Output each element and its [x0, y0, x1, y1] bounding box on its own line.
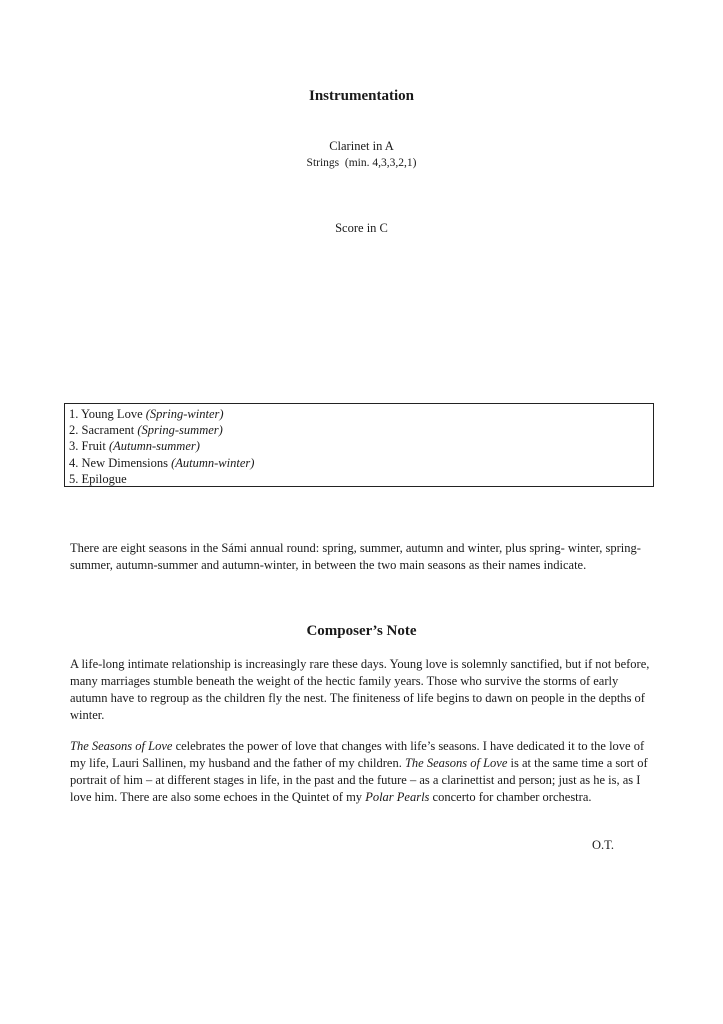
seasons-paragraph: There are eight seasons in the Sámi annual round: spring, summer, autumn and winter, plus spring- winter, spring-summer, autumn-summer and autumn-winter, in between the two main seasons as their names indicate. [70, 541, 641, 572]
composers-note-heading: Composer’s Note [306, 623, 417, 639]
movement-label: 3. Fruit [69, 439, 109, 454]
movement-item [69, 406, 653, 422]
movement-subtitle: (Autumn-summer) [108, 439, 200, 454]
movement-label: 1. Young Love [69, 407, 146, 421]
work-title: Polar Pearls [365, 790, 430, 804]
instrumentation-heading: Instrumentation [308, 88, 414, 104]
instrument-clarinet: Clarinet in A [329, 139, 394, 153]
movement-subtitle: (Spring-winter) [145, 407, 224, 421]
movement-label: 4. New Dimensions [69, 455, 172, 470]
composers-note-paragraph-2 [70, 738, 656, 806]
movement-item [69, 471, 653, 487]
movement-subtitle: (Spring-summer) [137, 423, 223, 438]
movement-item [69, 438, 653, 454]
movement-subtitle: (Autumn-winter) [171, 455, 255, 470]
movement-label: 2. Sacrament [69, 423, 138, 438]
composers-note-paragraph-1: A life-long intimate relationship is increasingly rare these days. Young love is solemnly sanctified, but if not before, many marriages stumble beneath the weight of the hectic family years. Those who survive the storms of early autumn have to regroup as the children fly the nest. The finiteness of life begins to dawn on people in the depths of winter. [70, 657, 650, 722]
movements-box [64, 403, 654, 487]
signature: O.T. [592, 838, 614, 852]
movement-item [69, 455, 653, 471]
paragraph-text: is at the same time a sort of portrait of him – at different stages in life, in the past and the future – as a clarinettist and person; just as he is, as I love him. There are also some echoes in the Quintet of my [70, 756, 648, 804]
instrument-strings: Strings (min. 4,3,3,2,1) [306, 157, 417, 169]
movement-label: 5. Epilogue [69, 471, 127, 486]
work-title: The Seasons of Love [404, 756, 508, 770]
work-title: The Seasons of Love [70, 739, 173, 753]
paragraph-text: celebrates the power of love that changes with life’s seasons. I have dedicated it to the love of my life, Lauri Sallinen, my husband and the father of my children. [70, 739, 645, 770]
paragraph-text: concerto for chamber orchestra. [429, 790, 592, 804]
movement-item [69, 422, 653, 438]
score-note: Score in C [335, 221, 388, 235]
